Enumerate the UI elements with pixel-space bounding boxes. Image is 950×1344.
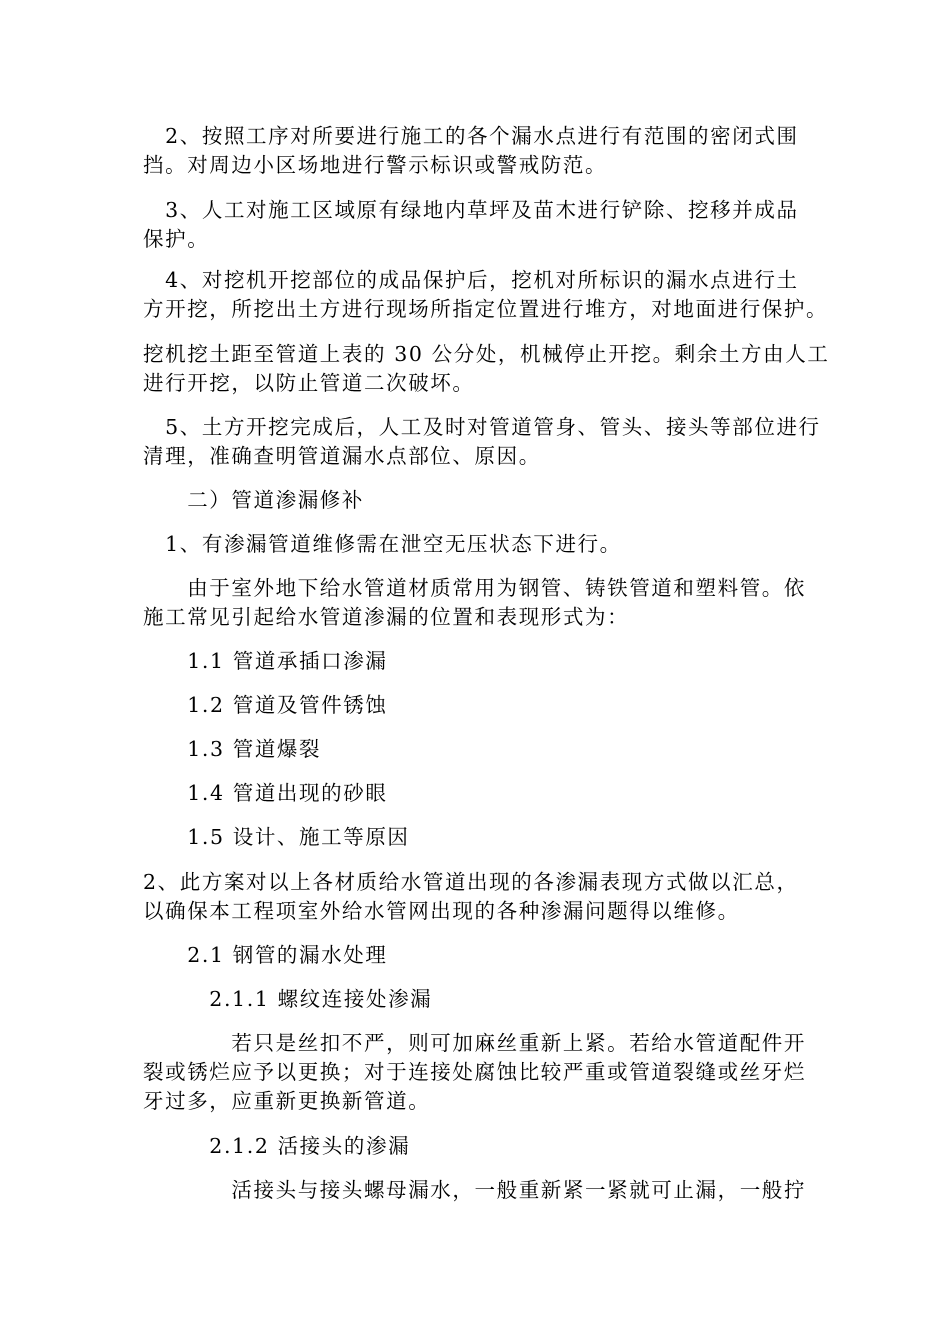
text-line: 清理，准确查明管道漏水点部位、原因。 [143,444,541,468]
text-line: 进行开挖，以防止管道二次破坏。 [143,371,475,395]
list-item-1-1 [143,647,823,676]
text-line: 保护。 [143,227,210,251]
paragraph-4 [143,340,830,398]
text-line: 活接头与接头螺母漏水，一般重新紧一紧就可止漏，一般拧 [143,1178,806,1202]
section-heading [143,486,823,515]
paragraph-10 [143,1176,823,1205]
text-line: 二）管道渗漏修补 [143,488,364,512]
text-line: 挡。对周边小区场地进行警示标识或警戒防范。 [143,153,608,177]
paragraph-3 [143,266,829,324]
paragraph-2 [143,196,823,254]
text-line: 若只是丝扣不严，则可加麻丝重新上紧。若给水管道配件开 [143,1031,806,1055]
subsection-2-1-1 [143,985,823,1014]
subsection-2-1-2 [143,1132,823,1161]
text-line: 1.4 管道出现的砂眼 [143,781,388,805]
text-line: 4、对挖机开挖部位的成品保护后，挖机对所标识的漏水点进行土 [143,268,799,292]
text-line: 2.1 钢管的漏水处理 [143,943,388,967]
text-line: 由于室外地下给水管道材质常用为钢管、铸铁管道和塑料管。依 [143,576,806,600]
text-line: 1.5 设计、施工等原因 [143,825,410,849]
text-line: 2.1.1 螺纹连接处渗漏 [143,987,433,1011]
text-line: 施工常见引起给水管道渗漏的位置和表现形式为： [143,605,630,629]
text-line: 2、此方案对以上各材质给水管道出现的各渗漏表现方式做以汇总， [143,870,799,894]
text-line: 3、人工对施工区域原有绿地内草坪及苗木进行铲除、挖移并成品 [143,198,799,222]
text-line: 2、按照工序对所要进行施工的各个漏水点进行有范围的密闭式围 [143,124,799,148]
paragraph-5 [143,413,823,471]
text-line: 牙过多，应重新更换新管道。 [143,1089,431,1113]
text-line: 1.2 管道及管件锈蚀 [143,693,388,717]
paragraph-8 [143,868,823,926]
text-line: 2.1.2 活接头的渗漏 [143,1134,411,1158]
paragraph-1 [143,122,823,180]
paragraph-7 [143,574,823,632]
paragraph-9 [143,1029,823,1116]
text-line: 以确保本工程项室外给水管网出现的各种渗漏问题得以维修。 [143,899,740,923]
text-line: 1.1 管道承插口渗漏 [143,649,388,673]
text-line: 方开挖，所挖出土方进行现场所指定位置进行堆方，对地面进行保护。 [143,297,829,321]
list-item-1-2 [143,691,823,720]
text-line: 1.3 管道爆裂 [143,737,322,761]
paragraph-6 [143,530,823,559]
text-line: 1、有渗漏管道维修需在泄空无压状态下进行。 [143,532,622,556]
text-line: 挖机挖土距至管道上表的 30 公分处，机械停止开挖。剩余土方由人工 [143,342,830,366]
list-item-1-5 [143,823,823,852]
subsection-2-1 [143,941,823,970]
list-item-1-3 [143,735,823,764]
text-line: 5、土方开挖完成后，人工及时对管道管身、管头、接头等部位进行 [143,415,821,439]
list-item-1-4 [143,779,823,808]
text-line: 裂或锈烂应予以更换；对于连接处腐蚀比较严重或管道裂缝或丝牙烂 [143,1060,806,1084]
